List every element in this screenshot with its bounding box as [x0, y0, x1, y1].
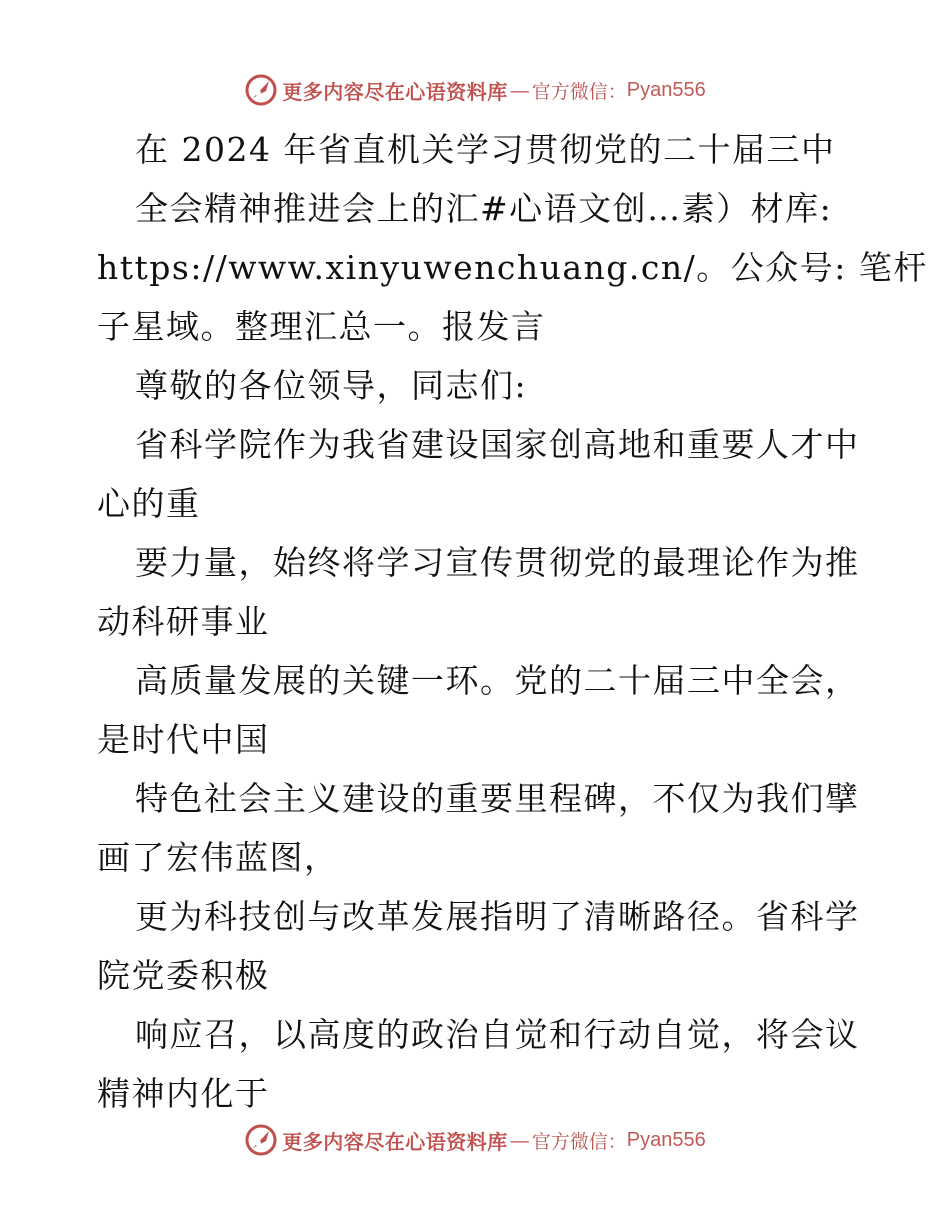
- doc-line: 院党委积极: [97, 956, 270, 995]
- doc-line: 画了宏伟蓝图，: [97, 838, 339, 877]
- doc-line: 特色社会主义建设的重要里程碑，不仅为我们擘: [135, 779, 860, 818]
- doc-line: 子星域。整理汇总一。报发言: [97, 307, 546, 346]
- doc-line: 更为科技创与改革发展指明了清晰路径。省科学: [135, 897, 860, 936]
- watermark-id: Pyan556: [626, 1128, 706, 1151]
- document-body: [97, 120, 928, 1123]
- header-watermark: [0, 70, 950, 110]
- doc-line: 全会精神推进会上的汇#心语文创…素）材库:: [135, 189, 833, 228]
- watermark-id: Pyan556: [626, 78, 706, 101]
- doc-line: 心的重: [97, 484, 201, 523]
- doc-line: 要力量，始终将学习宣传贯彻党的最理论作为推: [135, 543, 860, 582]
- watermark-label: 官方微信：: [531, 1130, 627, 1153]
- doc-line: 高质量发展的关键一环。党的二十届三中全会，: [135, 661, 860, 700]
- watermark-text: 更多内容尽在心语资料库: [282, 1129, 508, 1154]
- doc-line: 省科学院作为我省建设国家创高地和重要人才中: [135, 425, 860, 464]
- quill-logo-icon: [244, 1123, 278, 1157]
- quill-logo-icon: [244, 73, 278, 107]
- footer-watermark: [0, 1120, 950, 1160]
- watermark-dash: —: [509, 78, 530, 102]
- doc-line: https://www.xinyuwenchuang.cn/。公众号: 笔杆: [97, 248, 928, 287]
- doc-line: 尊敬的各位领导，同志们:: [135, 366, 528, 405]
- doc-line: 精神内化于: [97, 1074, 270, 1113]
- doc-line: 是时代中国: [97, 720, 270, 759]
- doc-line: 在 2024 年省直机关学习贯彻党的二十届三中: [135, 130, 836, 169]
- watermark-text: 更多内容尽在心语资料库: [282, 79, 508, 104]
- doc-line: 动科研事业: [97, 602, 270, 641]
- doc-line: 响应召，以高度的政治自觉和行动自觉，将会议: [135, 1015, 860, 1054]
- watermark-dash: —: [509, 1128, 530, 1152]
- watermark-label: 官方微信：: [531, 80, 627, 103]
